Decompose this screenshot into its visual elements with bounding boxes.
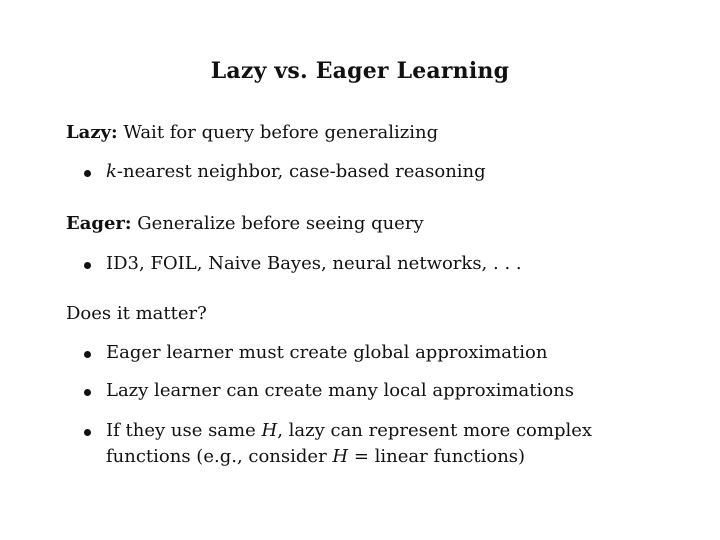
point-lazy-local: Lazy learner can create many local approximations <box>106 380 574 401</box>
bullet-dot <box>84 170 91 177</box>
point-eager-global: Eager learner must create global approximation <box>106 342 548 363</box>
h-symbol: H <box>332 446 349 467</box>
bullet-dot <box>84 429 91 436</box>
lazy-example <box>106 161 486 182</box>
point-text: If they use same <box>106 420 262 441</box>
eager-example: ID3, FOIL, Naive Bayes, neural networks, . . . <box>106 253 522 274</box>
eager-label: Eager: <box>66 213 132 234</box>
lazy-label: Lazy: <box>66 122 118 143</box>
bullet-dot <box>84 389 91 396</box>
point-text: , lazy can represent more complex <box>277 420 593 441</box>
slide-title: Lazy vs. Eager Learning <box>210 58 510 84</box>
bullet-dot <box>84 262 91 269</box>
point-hypothesis-line1 <box>106 420 592 441</box>
h-symbol: H <box>261 420 278 441</box>
point-text: = linear functions) <box>348 446 526 467</box>
lazy-definition <box>66 122 438 143</box>
point-hypothesis-line2 <box>106 446 525 467</box>
k-symbol: k <box>106 161 117 182</box>
eager-definition <box>66 213 424 234</box>
lazy-text: Wait for query before generalizing <box>123 122 439 143</box>
bullet-dot <box>84 351 91 358</box>
question-text: Does it matter? <box>66 303 207 324</box>
point-text: functions (e.g., consider <box>106 446 333 467</box>
lazy-example-text: -nearest neighbor, case-based reasoning <box>116 161 486 182</box>
eager-text: Generalize before seeing query <box>137 213 424 234</box>
